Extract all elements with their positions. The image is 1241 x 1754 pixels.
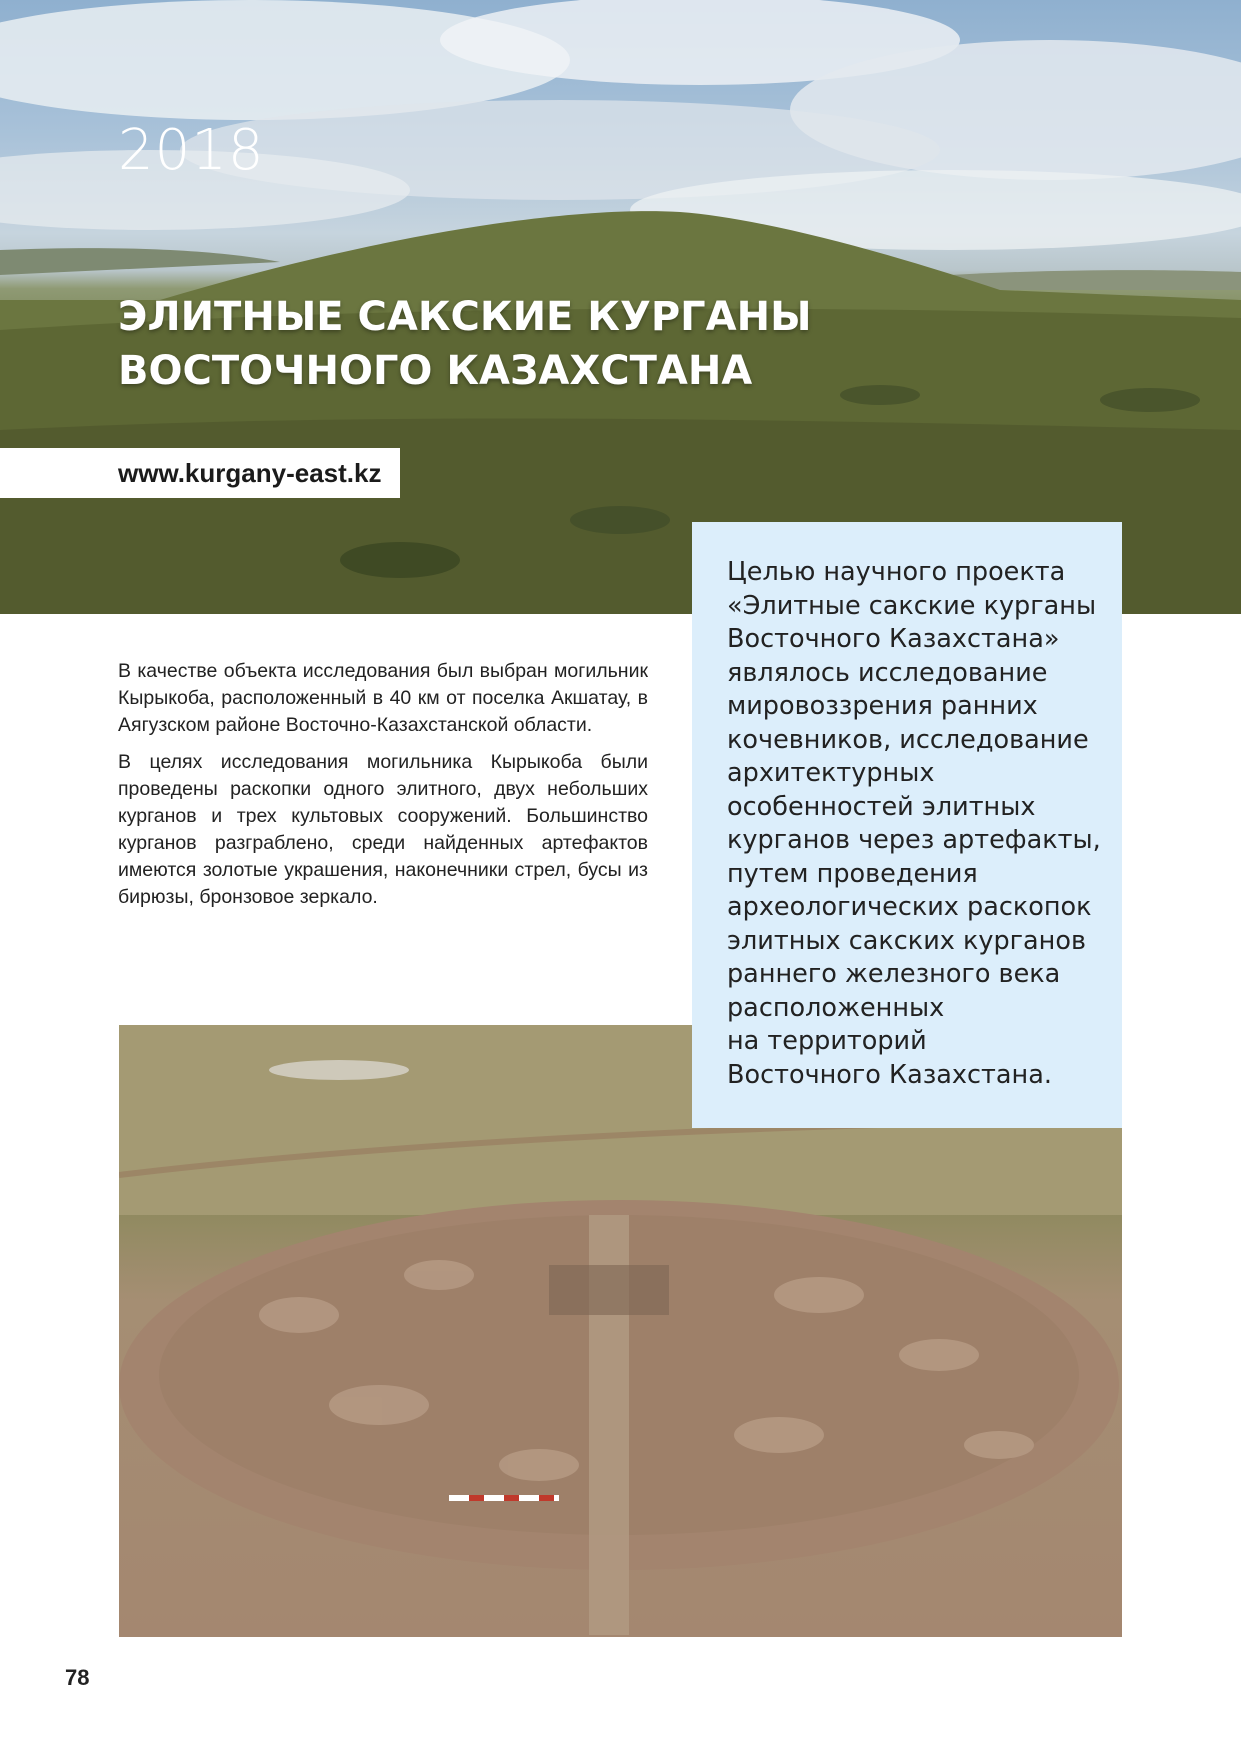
callout-text: Целью научного проекта «Элитные сакские курганы Восточного Казахстана» являлось исследование мировоззрения ранних кочевников, исследование архитектурных особенностей элитных курганов через артефакты, путем проведения археологических раскопок элитных сакских курганов раннего железного века расположенных на территорий Восточного Казахстана. [727, 557, 1101, 1090]
paragraph-1: В качестве объекта исследования был выбран могильник Кырыкоба, расположенный в 40 км от поселка Акшатау, в Аягузском районе Восточно-Казахстанской области. [118, 660, 648, 736]
website-banner [0, 448, 400, 498]
page-number: 78 [65, 1665, 90, 1690]
page-title-line-2: ВОСТОЧНОГО КАЗАХСТАНА [118, 348, 753, 394]
page-title-line-1: ЭЛИТНЫЕ САКСКИЕ КУРГАНЫ [118, 294, 812, 340]
project-goal-callout [692, 522, 1122, 1128]
website-link[interactable]: www.kurgany-east.kz [118, 457, 382, 488]
paragraph-2: В целях исследования могильника Кырыкоба были проведены раскопки одного элитного, двух небольших курганов и трех культовых сооружений. Большинство курганов разграблено, среди найденных артефактов имеются золотые украшения, наконечники стрел, бусы из бирюзы, бронзовое зеркало. [118, 751, 648, 908]
year-label: 2018 [118, 118, 265, 183]
article-body [118, 658, 648, 921]
page-title [118, 290, 878, 398]
